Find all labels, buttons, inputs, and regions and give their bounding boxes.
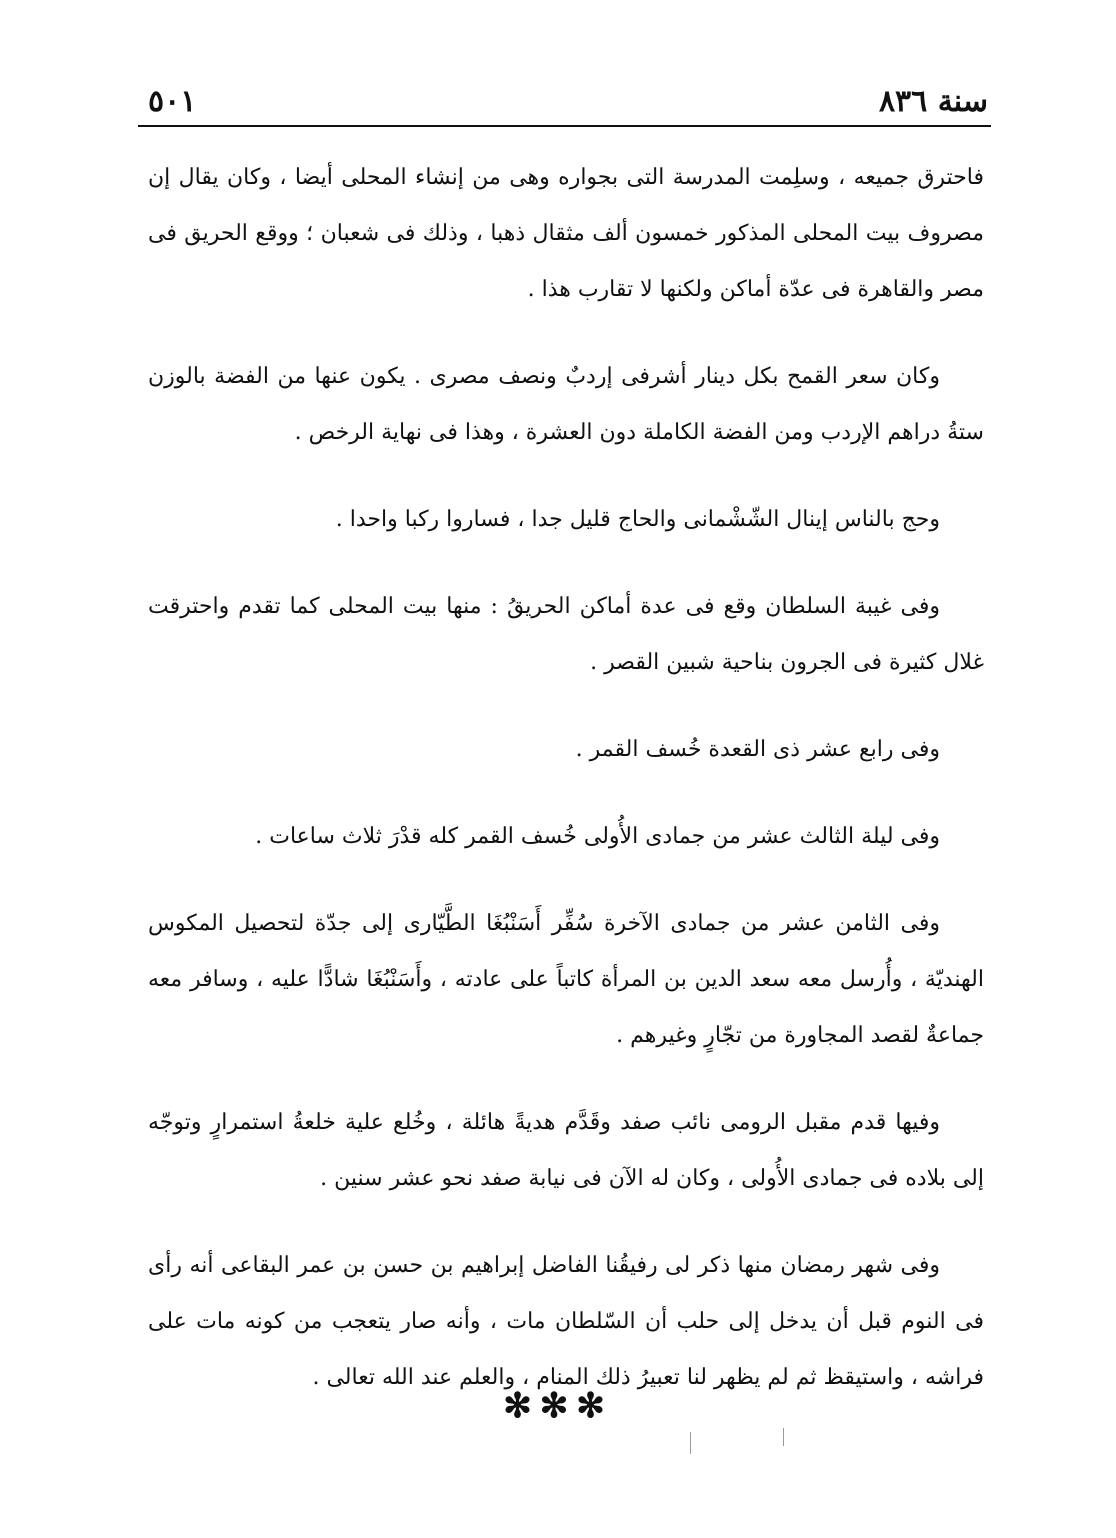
paragraph: وكان سعر القمح بكل دينار أشرفى إردبٌ ونصف مصرى . يكون عنها من الفضة بالوزن ستةُ دراهم الإردب ومن الفضة الكاملة دون العشرة ، وهذا فى نهاية الرخص . — [148, 364, 984, 445]
paragraph: فاحترق جميعه ، وسلِمت المدرسة التى بجواره وهى من إنشاء المحلى أيضا ، وكان يقال إن مصروف بيت المحلى المذكور خمسون ألف مثقال ذهبا ، وذلك فى شعبان ؛ ووقع الحريق فى مصر والقاهرة فى عدّة أماكن ولكنها لا تقارب هذا . — [148, 165, 984, 302]
paragraph: وفى شهر رمضان منها ذكر لى رفيقُنا الفاضل إبراهيم بن حسن بن عمر البقاعى أنه رأى فى النوم قبل أن يدخل إلى حلب أن السّلطان مات ، وأنه صار يتعجب من كونه مات على فراشه ، واستيقظ ثم لم يظهر لنا تعبيرُ ذلك المنام ، والعلم عند الله تعالى . — [148, 1253, 984, 1390]
paragraph: وفى غيبة السلطان وقع فى عدة أماكن الحريقُ : منها بيت المحلى كما تقدم واحترقت غلال كثيرة فى الجرون بناحية شبين القصر . — [148, 594, 984, 675]
page-number: ٥٠١ — [148, 84, 197, 119]
running-header — [148, 78, 988, 122]
header-year: سنة ٨٣٦ — [878, 84, 988, 119]
paragraph: وفى الثامن عشر من جمادى الآخرة سُفِّر أَسَنْبُغَا الطَّيّارى إلى جدّة لتحصيل المكوس الهنديّة ، وأُرسل معه سعد الدين بن المرأة كاتباً على عادته ، وأَسَنْبُغَا شادًّا عليه ، وسافر معه جماعةٌ لقصد المجاورة من تجّارٍ وغيرهم . — [148, 911, 984, 1048]
section-end-ornament: ✻✻✻ — [503, 1386, 613, 1426]
header-rule — [138, 125, 991, 127]
scan-mark — [783, 1428, 784, 1446]
paragraph: وفى ليلة الثالث عشر من جمادى الأُولى خُسف القمر كله قدْرَ ثلاث ساعات . — [255, 824, 940, 849]
paragraph: وفى رابع عشر ذى القعدة خُسف القمر . — [575, 737, 940, 762]
paragraph: وحج بالناس إينال الشّشْمانى والحاج قليل جدا ، فساروا ركبا واحدا . — [335, 507, 940, 532]
scan-mark — [690, 1432, 691, 1454]
paragraph: وفيها قدم مقبل الرومى نائب صفد وقَدَّم هديةً هائلة ، وخُلع علية خلعةُ استمرارٍ وتوجّه إلى بلاده فى جمادى الأُولى ، وكان له الآن فى نيابة صفد نحو عشر سنين . — [148, 1110, 984, 1191]
main-text — [148, 150, 984, 1437]
